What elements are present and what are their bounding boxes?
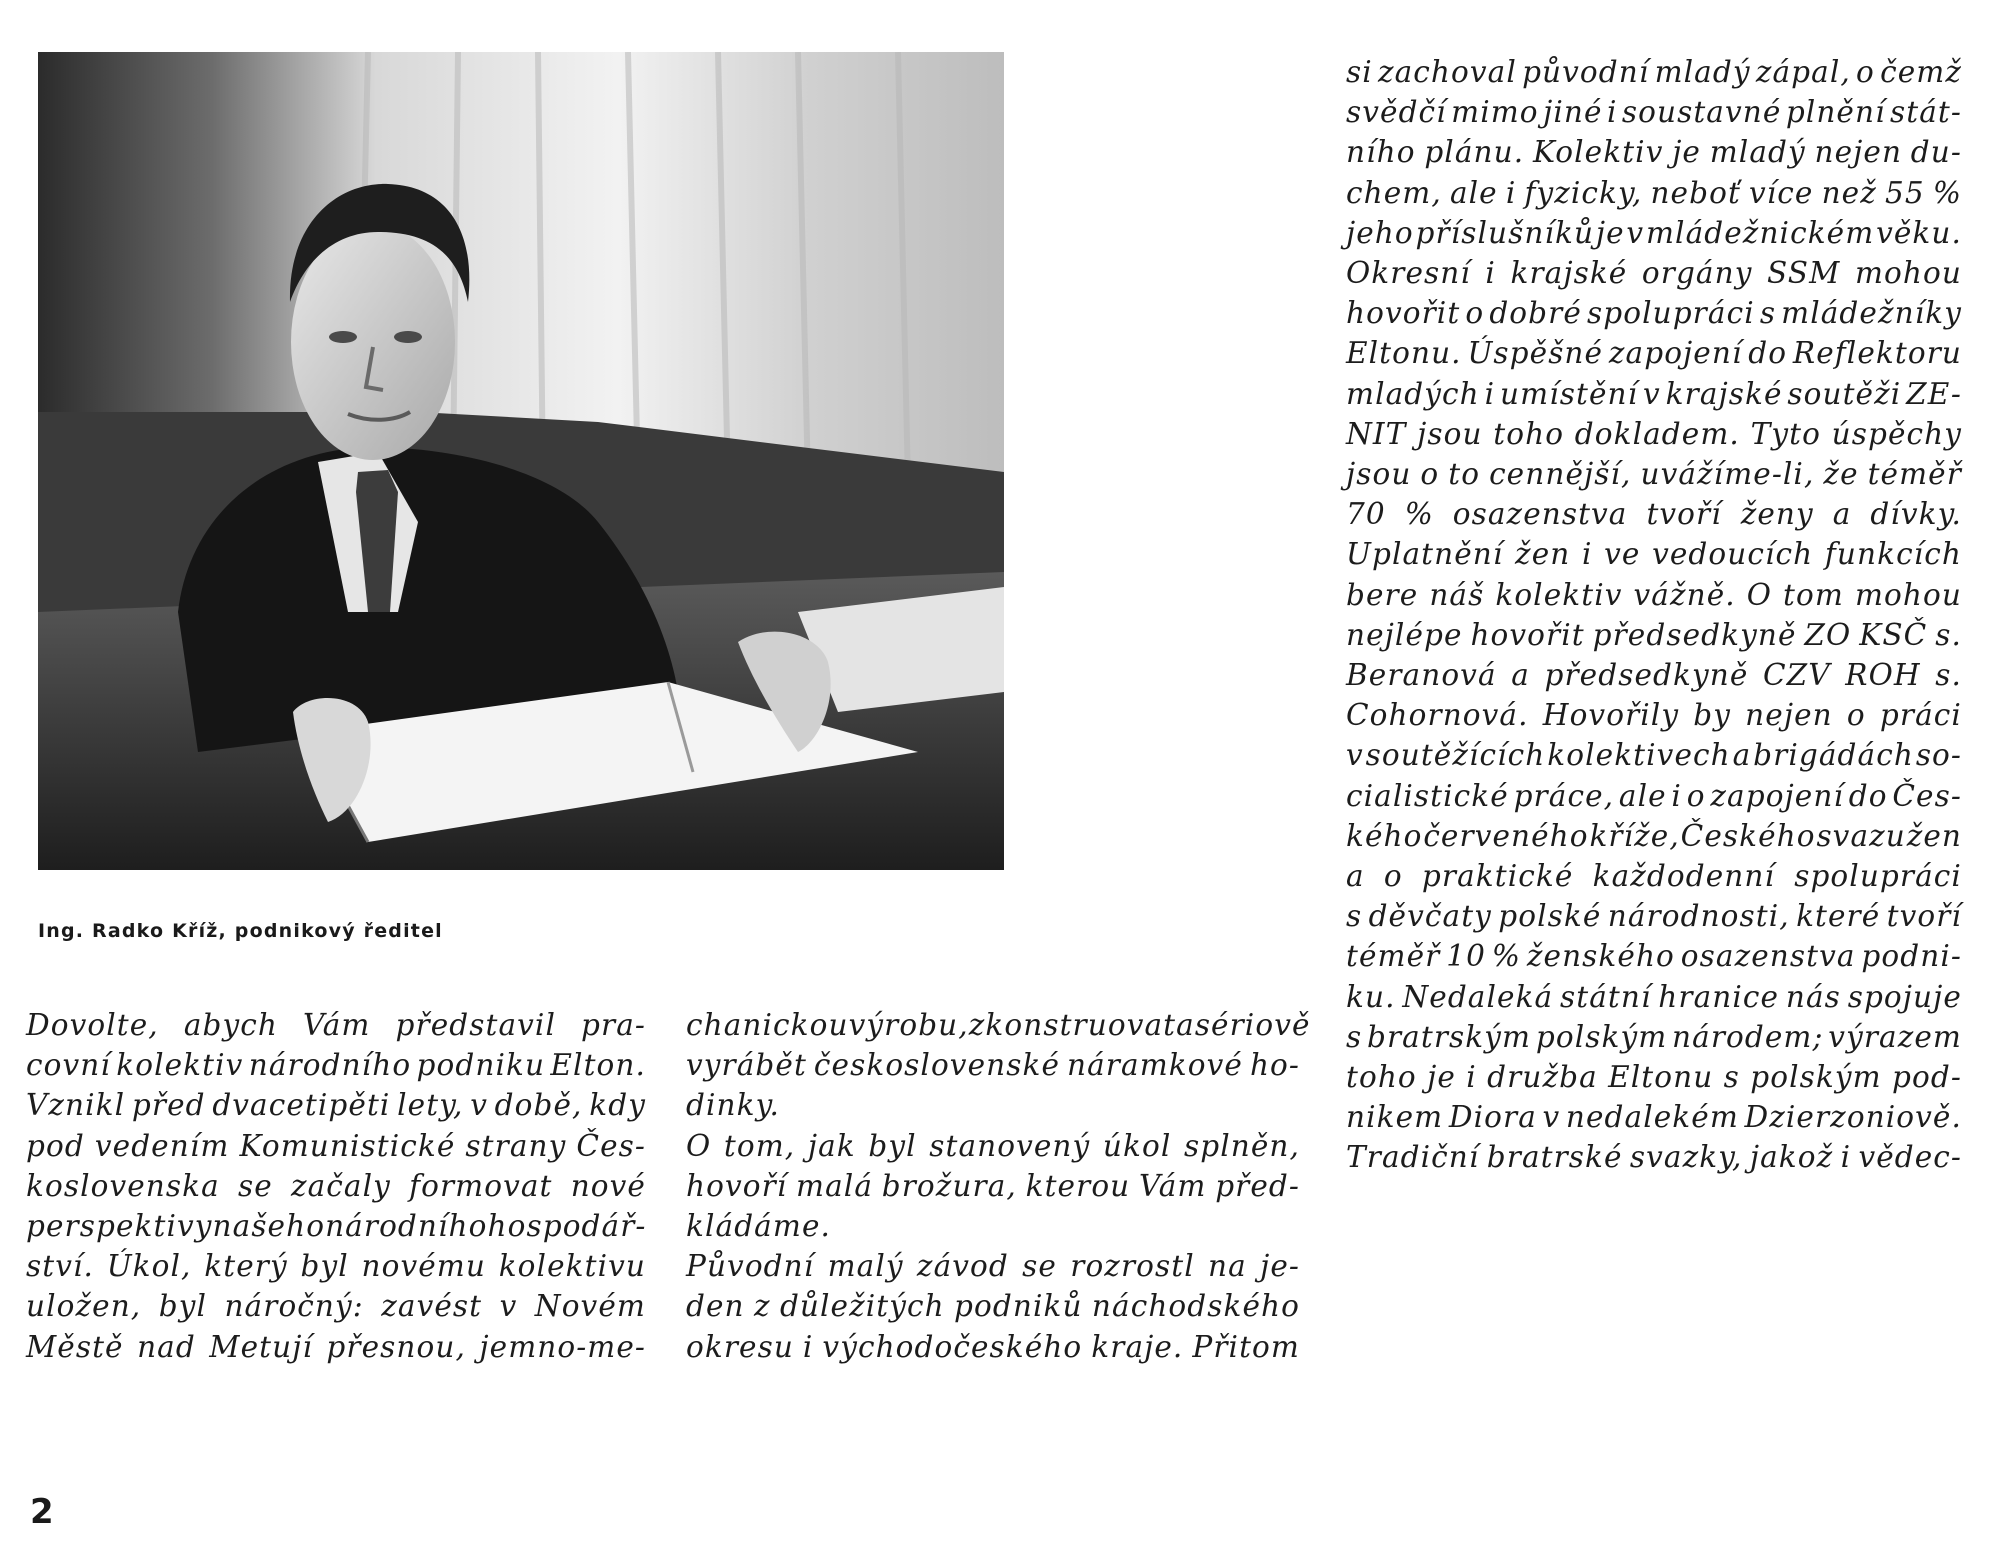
text-line: a o praktické každodenní spolupráci (1346, 859, 1962, 893)
text-line: nikem Diora v nedalekém Dzierzoniově. (1346, 1100, 1962, 1135)
text-line: Dovolte, abych Vám představil pra- (26, 1008, 646, 1042)
text-line: kého červeného kříže, Českého svazu žen (1346, 818, 1962, 853)
text-line: Eltonu. Úspěšné zapojení do Reflektoru (1346, 336, 1962, 371)
text-line: Původní malý závod se rozrostl na je- (686, 1249, 1300, 1284)
text-line: Uplatnění žen i ve vedoucích funkcích (1346, 537, 1962, 572)
text-line: okresu i východočeského kraje. Přitom (686, 1329, 1300, 1364)
text-line: 70 % osazenstva tvoří ženy a dívky. (1346, 497, 1962, 532)
text-line: den z důležitých podniků náchodského (686, 1289, 1300, 1324)
text-line: Tradiční bratrské svazky, jakož i vědec- (1346, 1140, 1962, 1175)
text-line: Městě nad Metují přesnou, jemno-me- (26, 1329, 646, 1364)
text-line: O tom, jak byl stanovený úkol splněn, (686, 1128, 1300, 1163)
text-line: s děvčaty polské národnosti, které tvoří (1346, 899, 1962, 934)
text-line: si zachoval původní mladý zápal, o čemž (1346, 55, 1962, 89)
text-line: dinky. (686, 1088, 780, 1123)
text-line: téměř 10 % ženského osazenstva podni- (1346, 939, 1962, 974)
text-line: kládáme. (686, 1209, 831, 1243)
text-line: perspektivy našeho národního hospodář- (26, 1209, 647, 1243)
text-line: nejlépe hovořit předsedkyně ZO KSČ s. (1346, 617, 1962, 652)
text-line: ství. Úkol, který byl novému kolektivu (26, 1249, 646, 1284)
text-line: hovořit o dobré spolupráci s mládežníky (1346, 296, 1962, 331)
text-line: v soutěžících kolektivech a brigádách so- (1346, 738, 1962, 773)
text-line: chem, ale i fyzicky, neboť více než 55 % (1346, 175, 1962, 210)
text-line: NIT jsou toho dokladem. Tyto úspěchy (1346, 416, 1962, 451)
text-line: jeho příslušníků je v mládežnickém věku. (1346, 215, 1962, 250)
text-line: cialistické práce, ale i o zapojení do Čes- (1346, 778, 1962, 813)
page-number: 2 (30, 1492, 54, 1532)
text-line: Cohornová. Hovořily by nejen o práci (1346, 698, 1962, 733)
text-line: Beranová a předsedkyně CZV ROH s. (1346, 658, 1962, 692)
text-line: covní kolektiv národního podniku Elton. (26, 1048, 646, 1083)
text-line: ku. Nedaleká státní hranice nás spojuje (1346, 979, 1962, 1014)
text-line: jsou o to cennější, uvážíme-li, že téměř (1346, 457, 1962, 491)
text-line: s bratrským polským národem; výrazem (1346, 1019, 1962, 1054)
text-line: ního plánu. Kolektiv je mladý nejen du- (1346, 135, 1962, 170)
text-line: mladých i umístění v krajské soutěži ZE- (1346, 376, 1962, 411)
text-line: bere náš kolektiv vážně. O tom mohou (1346, 577, 1962, 612)
text-line: Okresní i krajské orgány SSM mohou (1346, 256, 1962, 290)
photo-caption: Ing. Radko Kříž, podnikový ředitel (38, 920, 443, 942)
director-photo (38, 52, 1004, 870)
text-line: Vznikl před dvacetipěti lety, v době, kdy (26, 1088, 646, 1123)
text-line: vyrábět československé náramkové ho- (686, 1048, 1300, 1083)
text-line: svědčí mimo jiné i soustavné plnění stát- (1346, 95, 1962, 130)
text-line: koslovenska se začaly formovat nové (26, 1168, 646, 1203)
text-line: chanickou výrobu, zkonstruovat a sériově (686, 1008, 1311, 1042)
text-line: hovoří malá brožura, kterou Vám před- (686, 1168, 1300, 1203)
text-line: uložen, byl náročný: zavést v Novém (26, 1289, 646, 1324)
text-line: toho je i družba Eltonu s polským pod- (1346, 1060, 1962, 1094)
photo-image (38, 52, 1004, 870)
text-line: pod vedením Komunistické strany Čes- (26, 1128, 646, 1163)
